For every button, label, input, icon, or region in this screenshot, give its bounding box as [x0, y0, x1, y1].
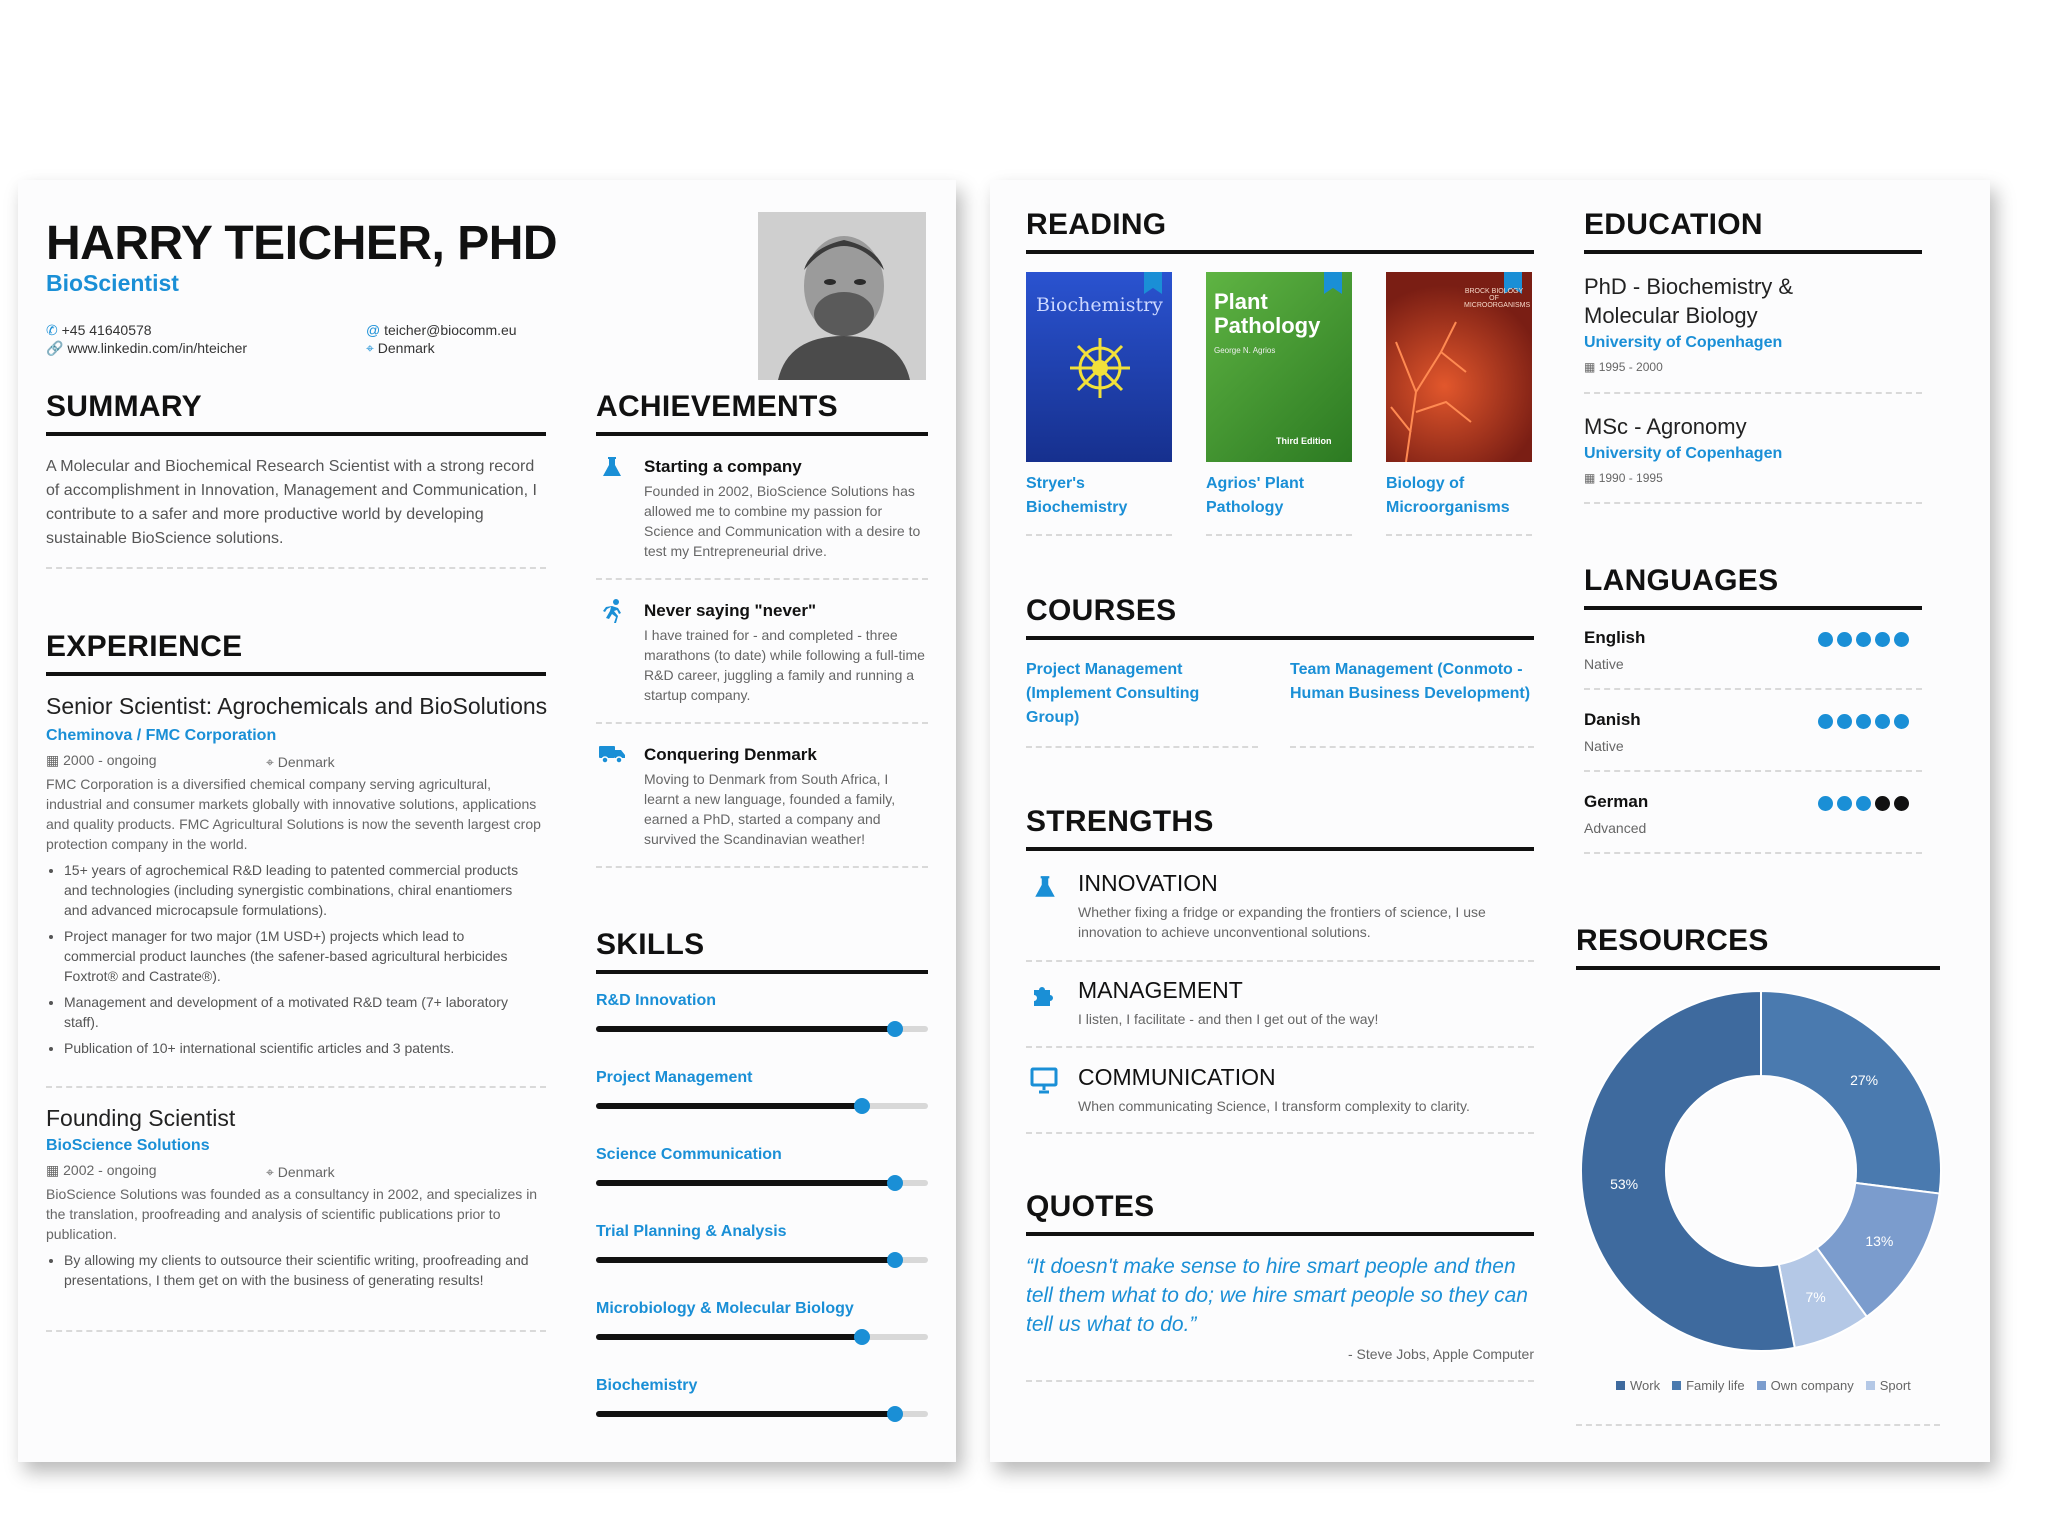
language-name: Danish: [1584, 710, 1641, 729]
skill-bar-fill: [596, 1026, 895, 1032]
book-cover: [1386, 272, 1532, 462]
coral-icon: [1386, 312, 1476, 462]
donut-slice-label: 53%: [1610, 1175, 1639, 1192]
achievement-title: Never saying "never": [644, 601, 817, 620]
phone-contact: [46, 322, 152, 339]
resume-page-1: [18, 180, 956, 1462]
legend-swatch: [1672, 1381, 1681, 1390]
level-dot: [1856, 632, 1871, 647]
strength-text: Whether fixing a fridge or expanding the frontiers of science, I use innovation to achieve unconventional solutions.: [1078, 904, 1486, 940]
resources-heading: RESOURCES: [1576, 924, 1769, 957]
donut-slice: [1761, 991, 1941, 1194]
quotes-heading: QUOTES: [1026, 1190, 1155, 1223]
skill-bar: [596, 1411, 928, 1417]
level-dot: [1875, 714, 1890, 729]
summary-text: A Molecular and Biochemical Research Scientist with a strong record of accomplishment in Innovation, Management and Communication, I contribute to a safer and more productive world by developing sustainable BioScience solutions.: [46, 458, 537, 547]
degree-title: PhD - Biochemistry & Molecular Biology: [1584, 274, 1794, 328]
skill-bar-fill: [596, 1103, 862, 1109]
divider: [1576, 1424, 1940, 1426]
job-dates-text: 2000 - ongoing: [63, 752, 157, 768]
phone-icon: ✆: [46, 322, 58, 338]
skill-bar-fill: [596, 1334, 862, 1340]
location-pin-icon: ⌖: [266, 754, 274, 770]
divider: [1026, 746, 1258, 748]
job-company: Cheminova / FMC Corporation: [46, 727, 277, 744]
skill-bar: [596, 1334, 928, 1340]
achievement-title: Conquering Denmark: [644, 745, 817, 764]
strength-text: I listen, I facilitate - and then I get out of the way!: [1078, 1011, 1379, 1027]
divider: [1026, 1380, 1534, 1382]
language-level-text: Advanced: [1584, 820, 1647, 836]
strength-title: INNOVATION: [1078, 870, 1218, 896]
achievements-rule: [596, 432, 928, 436]
course-item[interactable]: Team Management (Conmoto - Human Business Development): [1290, 661, 1531, 702]
phone-text: +45 41640578: [61, 322, 152, 338]
profile-photo: [758, 212, 926, 380]
truck-icon: [598, 743, 626, 765]
education-dates-text: 1995 - 2000: [1598, 360, 1663, 374]
language-name: English: [1584, 628, 1646, 647]
calendar-icon: ▦: [46, 752, 60, 768]
courses-heading: COURSES: [1026, 594, 1177, 627]
skill-bar: [596, 1103, 928, 1109]
book-cover: [1206, 272, 1352, 462]
job-location: [266, 1162, 335, 1182]
location-pin-icon: ⌖: [266, 1164, 274, 1180]
calendar-icon: ▦: [1584, 471, 1596, 485]
skill-level-knob: [887, 1406, 903, 1422]
book-cover-author: George N. Agrios: [1214, 346, 1276, 355]
skills-rule: [596, 970, 928, 974]
school-name: University of Copenhagen: [1584, 445, 1783, 462]
skill-bar: [596, 1026, 928, 1032]
level-dot: [1837, 796, 1852, 811]
skill-label: Project Management: [596, 1069, 753, 1086]
skill-label: R&D Innovation: [596, 992, 716, 1009]
strength-text: When communicating Science, I transform complexity to clarity.: [1078, 1098, 1470, 1114]
runner-icon: [600, 598, 626, 624]
language-level-dots: [1814, 632, 1909, 652]
job-dates-text: 2002 - ongoing: [63, 1162, 157, 1178]
bookmark-icon: [1144, 272, 1162, 294]
experience-heading: EXPERIENCE: [46, 630, 243, 663]
book-title[interactable]: Agrios' Plant Pathology: [1206, 475, 1305, 516]
book-cover-title: Plant Pathology: [1214, 289, 1321, 338]
divider: [46, 1330, 546, 1332]
calendar-icon: ▦: [1584, 360, 1596, 374]
donut-slice-label: 7%: [1805, 1289, 1826, 1306]
language-level-dots: [1814, 796, 1909, 816]
legend-swatch: [1866, 1381, 1875, 1390]
divider: [1290, 746, 1534, 748]
donut-slice-label: 13%: [1865, 1232, 1894, 1249]
degree-title: MSc - Agronomy: [1584, 414, 1747, 439]
candidate-name: HARRY TEICHER, PHD: [46, 217, 558, 270]
achievement-text: I have trained for - and completed - three marathons (to date) while following a full-time R&D career, juggling a family and running a startup company.: [644, 627, 925, 703]
job-bullet: • Management and development of a motivated R&D team (7+ laboratory staff).: [64, 992, 534, 1032]
education-heading: EDUCATION: [1584, 208, 1763, 241]
skill-label: Biochemistry: [596, 1377, 698, 1394]
resources-donut-chart: [1576, 986, 1946, 1356]
donut-slice-label: 27%: [1850, 1072, 1879, 1089]
skill-bar-fill: [596, 1411, 895, 1417]
job-location: [266, 752, 335, 772]
linkedin-contact[interactable]: [46, 340, 247, 357]
strengths-rule: [1026, 847, 1534, 851]
calendar-icon: ▦: [46, 1162, 60, 1178]
divider: [1584, 770, 1922, 772]
resume-page-2: [990, 180, 1990, 1462]
summary-heading: SUMMARY: [46, 390, 202, 423]
skill-bar: [596, 1257, 928, 1263]
job-bullet: • Project manager for two major (1M USD+) projects which lead to commercial product launches (the safener-based agricultural herbicides Foxtrot® and Castrate®).: [64, 926, 534, 986]
location-contact: [366, 340, 435, 357]
languages-rule: [1584, 606, 1922, 610]
strength-title: COMMUNICATION: [1078, 1064, 1276, 1090]
education-rule: [1584, 250, 1922, 254]
level-dot: [1875, 632, 1890, 647]
at-icon: @: [366, 322, 381, 338]
achievement-title: Starting a company: [644, 457, 802, 476]
location-text: Denmark: [377, 340, 435, 356]
email-text[interactable]: teicher@biocomm.eu: [384, 322, 517, 338]
divider: [1584, 852, 1922, 854]
divider: [1026, 534, 1172, 536]
education-dates: [1584, 468, 1663, 488]
job-company: BioScience Solutions: [46, 1137, 210, 1154]
legend-swatch: [1616, 1381, 1625, 1390]
language-level-text: Native: [1584, 738, 1624, 754]
job-title: Senior Scientist: Agrochemicals and BioSolutions: [46, 693, 548, 719]
education-dates-text: 1990 - 1995: [1598, 471, 1663, 485]
reading-rule: [1026, 250, 1534, 254]
puzzle-icon: [1030, 980, 1058, 1008]
job-description: FMC Corporation is a diversified chemical company serving agricultural, industrial and consumer markets globally with innovative solutions, applications and quality products. FMC Agricultural Solutions is now the seventh largest crop protection company in the world.: [46, 776, 541, 852]
skill-label: Trial Planning & Analysis: [596, 1223, 787, 1240]
flask-icon: [600, 455, 624, 479]
divider: [596, 866, 928, 868]
legend-label: Family life: [1686, 1378, 1745, 1393]
course-item[interactable]: Project Management (Implement Consulting Group): [1026, 661, 1200, 726]
job-dates: [46, 1160, 157, 1180]
divider: [1026, 960, 1534, 962]
achievement-text: Moving to Denmark from South Africa, I learnt a new language, founded a family, earned a PhD, started a company and survived the Scandinavian weather!: [644, 771, 896, 847]
skill-bar-fill: [596, 1257, 895, 1263]
achievement-text: Founded in 2002, BioScience Solutions has allowed me to combine my passion for Science and Communication with a desire to test my Entrepreneurial drive.: [644, 483, 921, 559]
linkedin-text[interactable]: www.linkedin.com/in/hteicher: [67, 340, 248, 356]
languages-heading: LANGUAGES: [1584, 564, 1779, 597]
level-dot: [1856, 796, 1871, 811]
skills-heading: SKILLS: [596, 928, 705, 961]
level-dot: [1856, 714, 1871, 729]
job-bullet: • Publication of 10+ international scientific articles and 3 patents.: [64, 1038, 534, 1058]
level-dot: [1837, 632, 1852, 647]
legend-label: Sport: [1879, 1378, 1911, 1393]
courses-rule: [1026, 636, 1534, 640]
skill-bar: [596, 1180, 928, 1186]
location-pin-icon: ⌖: [366, 340, 374, 356]
book-cover-edition: Third Edition: [1276, 436, 1332, 446]
strengths-heading: STRENGTHS: [1026, 805, 1214, 838]
level-dot: [1875, 796, 1890, 811]
job-bullet: • 15+ years of agrochemical R&D leading to patented commercial products and technologies (including synergistic combinations, chiral enantiomers and advanced microcapsule formulations).: [64, 860, 534, 920]
divider: [596, 578, 928, 580]
divider: [1584, 502, 1922, 504]
molecule-icon: [1064, 332, 1136, 404]
flask-icon: [1032, 874, 1058, 900]
skill-level-knob: [854, 1098, 870, 1114]
divider: [1386, 534, 1532, 536]
legend-swatch: [1757, 1381, 1766, 1390]
candidate-role: BioScientist: [46, 270, 179, 296]
divider: [46, 567, 546, 569]
experience-rule: [46, 672, 546, 676]
language-level-text: Native: [1584, 656, 1624, 672]
quote-text: “It doesn't make sense to hire smart people and then tell them what to do; we hire smart people so they can tell us what to do.”: [1026, 1255, 1528, 1336]
divider: [596, 722, 928, 724]
summary-rule: [46, 432, 546, 436]
quote-author: - Steve Jobs, Apple Computer: [1348, 1346, 1534, 1362]
link-icon: 🔗: [46, 340, 64, 356]
divider: [1026, 1046, 1534, 1048]
presentation-icon: [1030, 1066, 1058, 1094]
book-title[interactable]: Biology of Microorganisms: [1386, 475, 1510, 516]
achievements-heading: ACHIEVEMENTS: [596, 390, 838, 423]
book-cover-title: BROCK BIOLOGY OF MICROORGANISMS: [1464, 288, 1531, 309]
job-bullets: [46, 1250, 534, 1296]
skill-level-knob: [854, 1329, 870, 1345]
divider: [1026, 1132, 1534, 1134]
job-dates: [46, 750, 157, 770]
book-title[interactable]: Stryer's Biochemistry: [1026, 475, 1128, 516]
divider: [46, 1086, 546, 1088]
divider: [1584, 392, 1922, 394]
school-name: University of Copenhagen: [1584, 334, 1783, 351]
resources-rule: [1576, 966, 1940, 970]
legend-label: Work: [1630, 1378, 1661, 1393]
job-location-text: Denmark: [277, 1164, 335, 1180]
strength-title: MANAGEMENT: [1078, 977, 1243, 1003]
skill-label: Science Communication: [596, 1146, 782, 1163]
legend-label: Own company: [1770, 1378, 1854, 1393]
job-bullet: • By allowing my clients to outsource their scientific writing, proofreading and presentations, I them get on with the business of generating results!: [64, 1250, 534, 1290]
level-dot: [1894, 796, 1909, 811]
job-location-text: Denmark: [277, 754, 335, 770]
divider: [1206, 534, 1352, 536]
level-dot: [1894, 632, 1909, 647]
education-dates: [1584, 357, 1663, 377]
skill-bar-fill: [596, 1180, 895, 1186]
level-dot: [1818, 796, 1833, 811]
divider: [1584, 688, 1922, 690]
language-level-dots: [1814, 714, 1909, 734]
skill-label: Microbiology & Molecular Biology: [596, 1300, 854, 1317]
email-contact[interactable]: [366, 322, 517, 338]
book-cover-title: Biochemistry: [1036, 294, 1163, 316]
level-dot: [1894, 714, 1909, 729]
quotes-rule: [1026, 1232, 1534, 1236]
level-dot: [1818, 714, 1833, 729]
reading-heading: READING: [1026, 208, 1167, 241]
chart-legend: [1604, 1378, 1944, 1393]
skill-level-knob: [887, 1021, 903, 1037]
language-name: German: [1584, 792, 1649, 811]
level-dot: [1837, 714, 1852, 729]
job-title: Founding Scientist: [46, 1105, 236, 1131]
skill-level-knob: [887, 1252, 903, 1268]
skill-level-knob: [887, 1175, 903, 1191]
job-description: BioScience Solutions was founded as a consultancy in 2002, and specializes in the translation, proofreading and analysis of scientific publications prior to publication.: [46, 1186, 538, 1242]
book-cover: [1026, 272, 1172, 462]
job-bullets: [46, 860, 534, 1064]
level-dot: [1818, 632, 1833, 647]
